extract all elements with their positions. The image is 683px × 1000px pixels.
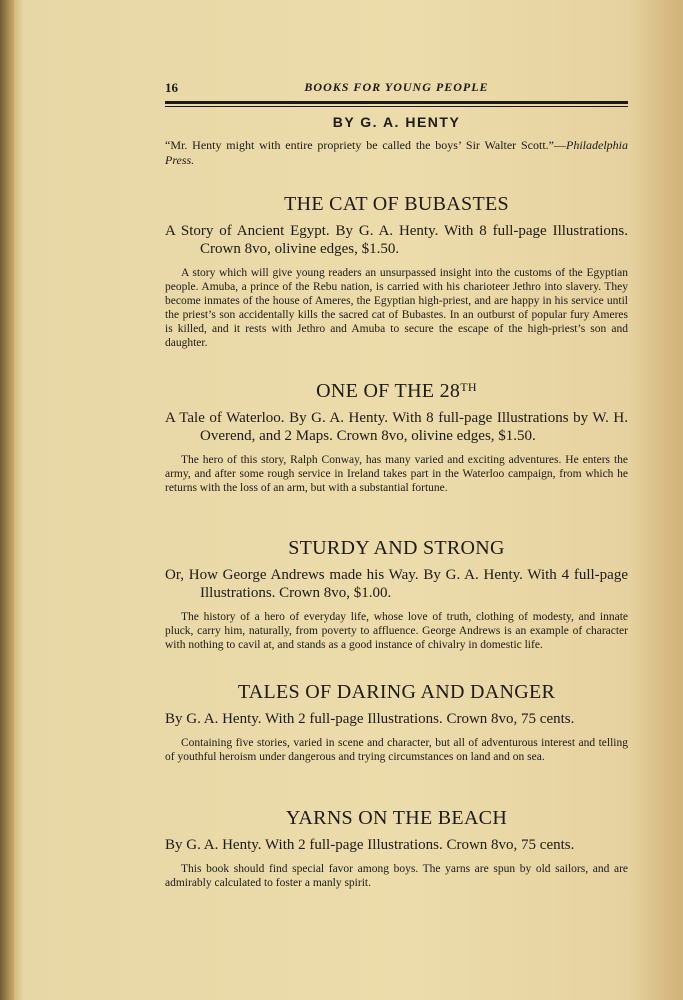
press-quote	[165, 138, 628, 168]
book-description: The history of a hero of everyday life, whose love of truth, clothing of modesty, and innate pluck, carry him, naturally, from poverty to affluence. George Andrews is an example of character with nothing to cavil at, and stands as a good instance of chivalry in domestic life.	[165, 611, 628, 651]
running-title: BOOKS FOR YOUNG PEOPLE	[304, 80, 489, 94]
book-subtitle: Or, How George Andrews made his Way. By G. A. Henty. With 4 full-page Illustrations. Crown 8vo, $1.00.	[165, 567, 628, 601]
running-header	[165, 80, 628, 98]
book-title: STURDY AND STRONG	[288, 537, 505, 559]
book-title: TALES OF DARING AND DANGER	[237, 681, 556, 703]
book-title: YARNS ON THE BEACH	[285, 807, 508, 829]
book-title: THE CAT OF BUBASTES	[284, 193, 509, 215]
book-subtitle: A Tale of Waterloo. By G. A. Henty. With 8 full-page Illustrations by W. H. Overend, and 2 Maps. Crown 8vo, olivine edges, $1.50.	[165, 410, 628, 444]
author-heading: BY G. A. HENTY	[332, 114, 461, 130]
book-title-superscript: TH	[460, 380, 477, 394]
book-title-text: ONE OF THE 28	[316, 380, 461, 402]
quote-text: “Mr. Henty might with entire propriety be called the boys’ Sir Walter Scott.”—	[165, 138, 566, 152]
book-entry	[165, 806, 628, 890]
header-rule-thick	[165, 101, 628, 104]
book-subtitle: By G. A. Henty. With 2 full-page Illustrations. Crown 8vo, 75 cents.	[165, 711, 575, 727]
book-entry	[165, 536, 628, 652]
book-entry	[165, 375, 628, 495]
header-rule-thin	[165, 106, 628, 107]
book-description: A story which will give young readers an unsurpassed insight into the customs of the Egyptian people. Amuba, a prince of the Rebu nation, is carried with his charioteer Jethro into slavery. They become inmates of the house of Ameres, the Egyptian high-priest, and are happy in his service until the priest’s son accidentally kills the sacred cat of Bubastes. In an outburst of popular fury Ameres is killed, and it rests with Jethro and Amuba to secure the escape of the high-priest’s son and daughter.	[165, 267, 628, 349]
book-description: The hero of this story, Ralph Conway, has many varied and exciting adventures. He enters the army, and after some rough service in Ireland takes part in the Waterloo campaign, from which he returns with the loss of an arm, but with a substantial fortune.	[165, 454, 628, 494]
book-subtitle: By G. A. Henty. With 2 full-page Illustrations. Crown 8vo, 75 cents.	[165, 837, 575, 853]
book-description: This book should find special favor among boys. The yarns are spun by old sailors, and are admirably calculated to foster a manly spirit.	[165, 863, 628, 889]
book-entry	[165, 192, 628, 350]
book-entry	[165, 680, 628, 764]
book-title	[165, 375, 628, 403]
book-subtitle: A Story of Ancient Egypt. By G. A. Henty. With 8 full-page Illustrations. Crown 8vo, olivine edges, $1.50.	[165, 223, 628, 257]
page-number: 16	[165, 80, 178, 95]
quote-source: Philadelphia Press.	[165, 138, 628, 167]
book-description: Containing five stories, varied in scene and character, but all of adventurous interest and telling of youthful heroism under dangerous and trying circumstances on land and on sea.	[165, 737, 628, 763]
